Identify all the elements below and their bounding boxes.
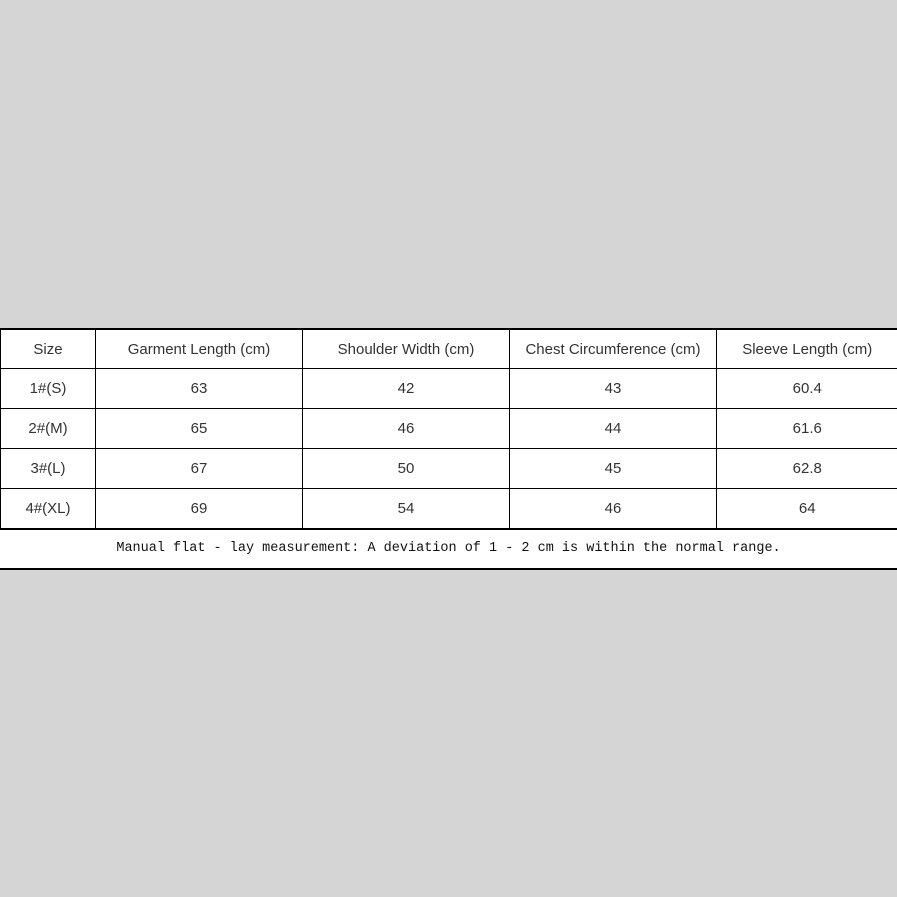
- shoulder-width-cell: 42: [303, 369, 510, 409]
- size-chart-table: [0, 328, 897, 530]
- garment-length-cell: 63: [96, 369, 303, 409]
- column-header-chest-circumference: Chest Circumference (cm): [510, 329, 717, 369]
- size-cell: 2#(M): [1, 409, 96, 449]
- table-row-size-m: [1, 409, 897, 449]
- table-row-size-xl: [1, 489, 897, 530]
- measurement-note: Manual flat - lay measurement: A deviation of 1 - 2 cm is within the normal range.: [0, 530, 897, 570]
- column-header-size: Size: [1, 329, 96, 369]
- table-row-size-l: [1, 449, 897, 489]
- sleeve-length-cell: 61.6: [717, 409, 897, 449]
- chest-circumference-cell: 43: [510, 369, 717, 409]
- chest-circumference-cell: 46: [510, 489, 717, 530]
- chest-circumference-cell: 45: [510, 449, 717, 489]
- size-cell: 1#(S): [1, 369, 96, 409]
- shoulder-width-cell: 54: [303, 489, 510, 530]
- table-row-size-s: [1, 369, 897, 409]
- chest-circumference-cell: 44: [510, 409, 717, 449]
- garment-length-cell: 67: [96, 449, 303, 489]
- column-header-sleeve-length: Sleeve Length (cm): [717, 329, 897, 369]
- column-header-shoulder-width: Shoulder Width (cm): [303, 329, 510, 369]
- size-chart-panel: [0, 328, 897, 570]
- table-header-row: [1, 329, 897, 369]
- sleeve-length-cell: 62.8: [717, 449, 897, 489]
- size-cell: 4#(XL): [1, 489, 96, 530]
- sleeve-length-cell: 64: [717, 489, 897, 530]
- shoulder-width-cell: 50: [303, 449, 510, 489]
- size-cell: 3#(L): [1, 449, 96, 489]
- column-header-garment-length: Garment Length (cm): [96, 329, 303, 369]
- shoulder-width-cell: 46: [303, 409, 510, 449]
- garment-length-cell: 69: [96, 489, 303, 530]
- sleeve-length-cell: 60.4: [717, 369, 897, 409]
- garment-length-cell: 65: [96, 409, 303, 449]
